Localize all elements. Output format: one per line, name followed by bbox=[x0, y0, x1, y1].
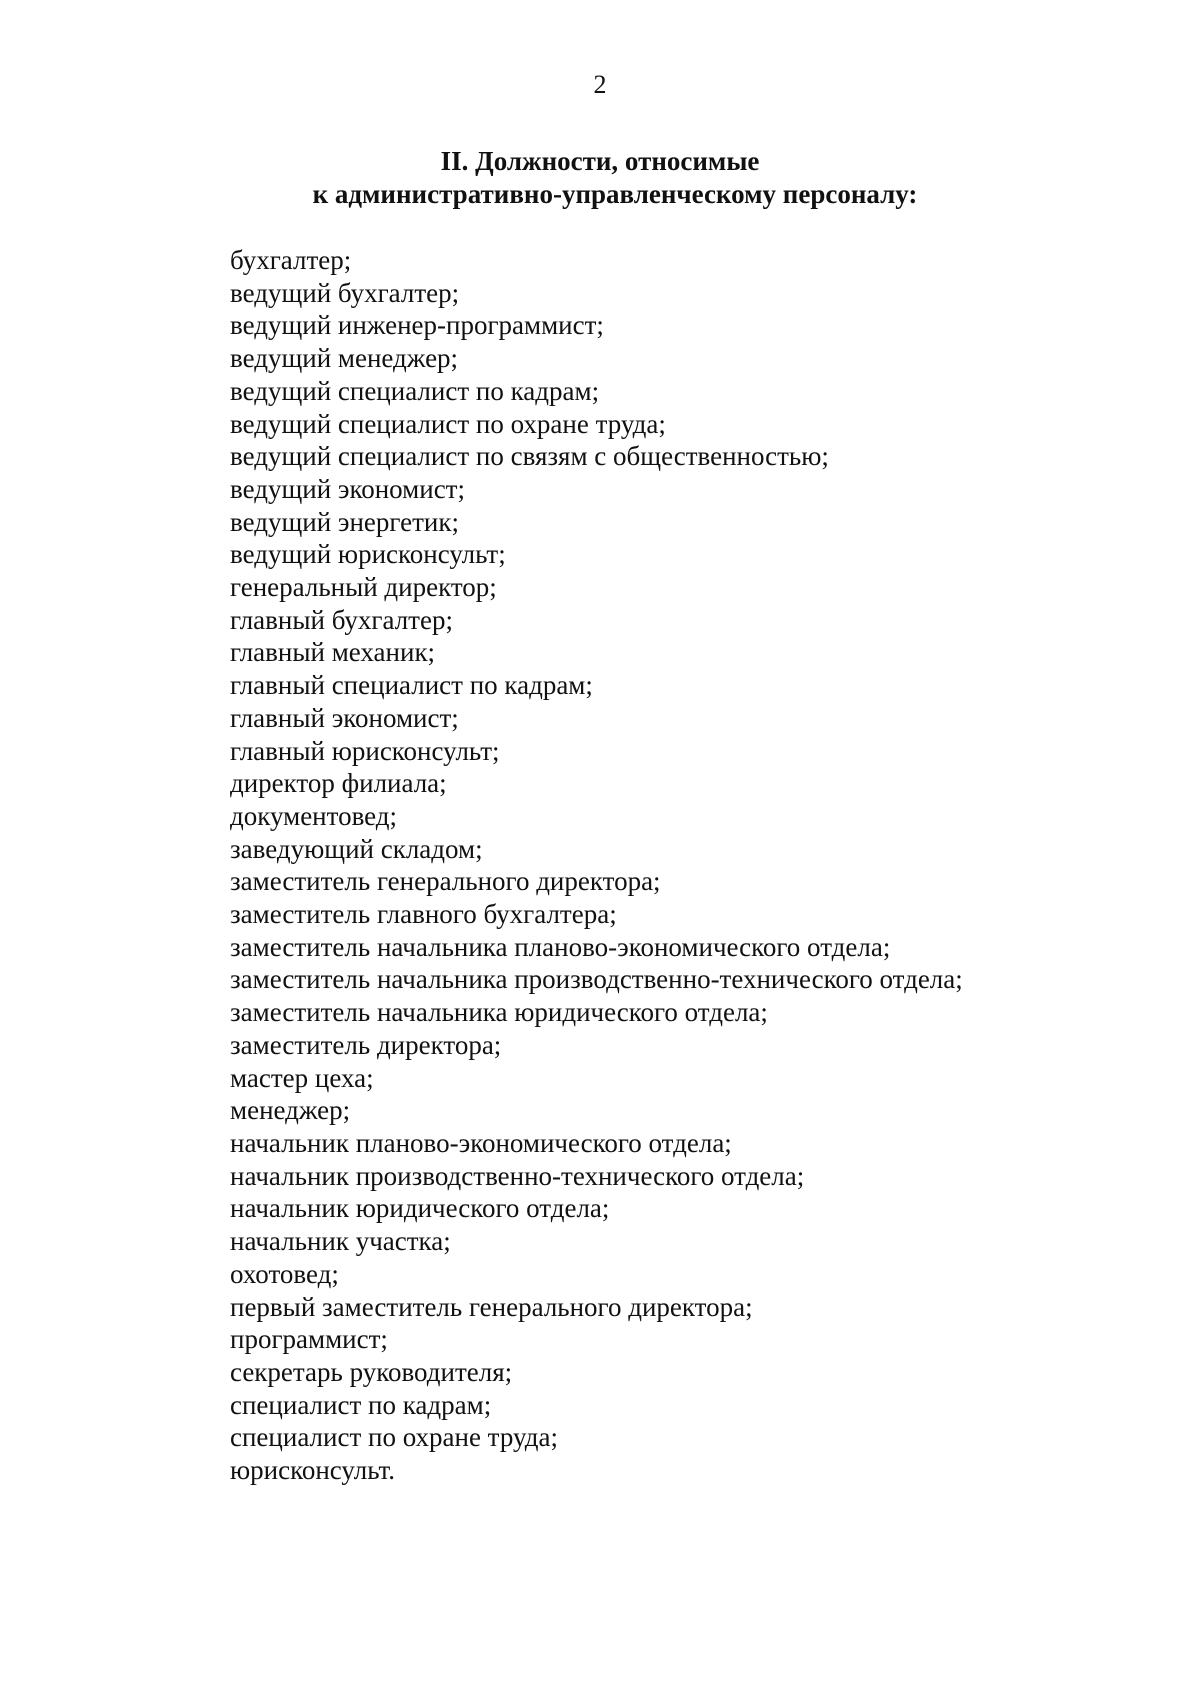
position-item: начальник производственно-технического отдела; bbox=[230, 1160, 805, 1191]
position-item: документовед; bbox=[230, 800, 398, 831]
position-item: программист; bbox=[230, 1324, 388, 1355]
position-item: директор филиала; bbox=[230, 768, 447, 799]
position-item: бухгалтер; bbox=[230, 245, 352, 275]
positions-list bbox=[230, 244, 963, 1487]
position-item: ведущий менеджер; bbox=[230, 343, 459, 374]
position-item: заместитель начальника производственно-технического отдела; bbox=[230, 964, 963, 995]
position-item: мастер цеха; bbox=[230, 1062, 374, 1093]
position-item: секретарь руководителя; bbox=[230, 1356, 513, 1387]
position-item: юрисконсульт. bbox=[230, 1455, 396, 1486]
position-item: ведущий экономист; bbox=[230, 473, 465, 504]
position-item: ведущий бухгалтер; bbox=[230, 277, 460, 308]
position-item: главный механик; bbox=[230, 637, 436, 668]
position-item: ведущий специалист по кадрам; bbox=[230, 375, 600, 406]
section-heading-line-2: к административно-управленческому персоналу: bbox=[312, 179, 918, 209]
position-item: генеральный директор; bbox=[230, 572, 497, 603]
position-item: охотовед; bbox=[230, 1258, 339, 1289]
position-item: главный юрисконсульт; bbox=[230, 735, 500, 766]
page-number: 2 bbox=[593, 70, 607, 99]
position-item: менеджер; bbox=[230, 1095, 351, 1126]
section-heading bbox=[0, 145, 1200, 211]
position-item: заместитель генерального директора; bbox=[230, 866, 661, 897]
position-item: специалист по охране труда; bbox=[230, 1422, 558, 1453]
position-item: специалист по кадрам; bbox=[230, 1389, 492, 1420]
position-item: ведущий специалист по связям с общественностью; bbox=[230, 441, 829, 472]
position-item: заместитель начальника юридического отдела; bbox=[230, 997, 768, 1028]
position-item: главный экономист; bbox=[230, 702, 459, 733]
position-item: начальник юридического отдела; bbox=[230, 1193, 610, 1224]
position-item: заместитель главного бухгалтера; bbox=[230, 899, 617, 930]
position-item: ведущий специалист по охране труда; bbox=[230, 408, 666, 439]
position-item: заместитель директора; bbox=[230, 1029, 502, 1060]
position-item: заместитель начальника планово-экономического отдела; bbox=[230, 931, 891, 962]
section-heading-line-1: II. Должности, относимые bbox=[440, 146, 760, 176]
position-item: главный бухгалтер; bbox=[230, 604, 453, 635]
position-item: первый заместитель генерального директора; bbox=[230, 1291, 753, 1322]
position-item: начальник планово-экономического отдела; bbox=[230, 1127, 732, 1158]
position-item: ведущий энергетик; bbox=[230, 506, 459, 537]
position-item: ведущий юрисконсульт; bbox=[230, 539, 506, 570]
position-item: главный специалист по кадрам; bbox=[230, 670, 593, 701]
position-item: заведующий складом; bbox=[230, 833, 483, 864]
position-item: начальник участка; bbox=[230, 1226, 451, 1257]
position-item: ведущий инженер-программист; bbox=[230, 310, 604, 341]
